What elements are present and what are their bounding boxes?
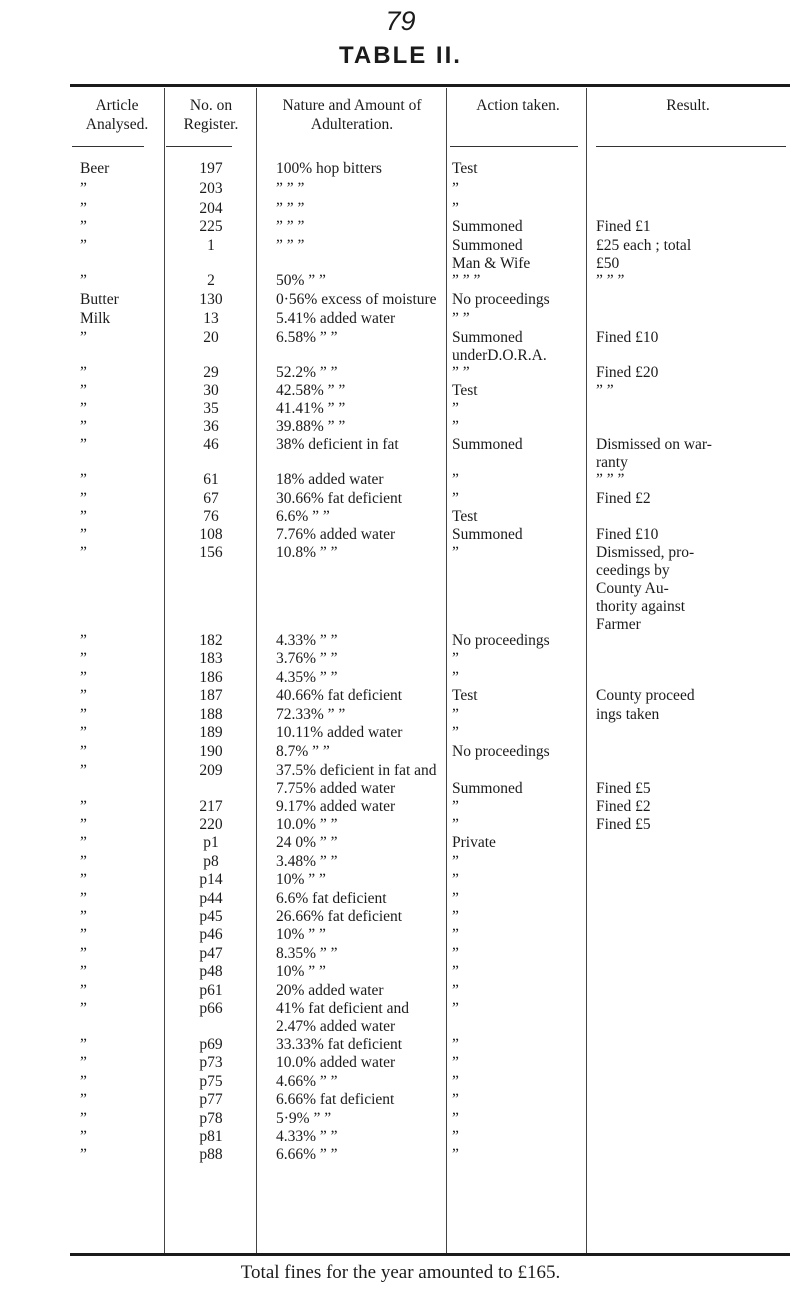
row-register: 46 bbox=[203, 436, 219, 453]
row-article: ” bbox=[80, 743, 87, 760]
total-fines: Total fines for the year amounted to £165. bbox=[240, 1262, 561, 1283]
row-action: ” bbox=[452, 908, 459, 925]
row-action: ” bbox=[452, 798, 459, 815]
row-article: ” bbox=[80, 963, 87, 980]
row-nature: 6.6% ” ” bbox=[276, 508, 330, 525]
row-action: ” bbox=[452, 471, 459, 488]
row-action: ” bbox=[452, 418, 459, 435]
row-register: 197 bbox=[199, 160, 223, 177]
row-article: ” bbox=[80, 180, 87, 197]
row-article: ” bbox=[80, 544, 87, 561]
row-nature: 8.35% ” ” bbox=[276, 945, 338, 962]
row-article: ” bbox=[80, 490, 87, 507]
row-nature: 40.66% fat deficient bbox=[276, 687, 403, 704]
row-action: ” ” bbox=[452, 310, 470, 327]
row-action: ” bbox=[452, 945, 459, 962]
row-article: ” bbox=[80, 687, 87, 704]
row-action: ” bbox=[452, 1128, 459, 1145]
row-article: ” bbox=[80, 926, 87, 943]
row-result: ” ” bbox=[596, 382, 614, 399]
row-article: ” bbox=[80, 329, 87, 346]
row-article: ” bbox=[80, 508, 87, 525]
row-nature: 10.8% ” ” bbox=[276, 544, 338, 561]
row-action: ” ” ” bbox=[452, 272, 481, 289]
row-action: ” bbox=[452, 890, 459, 907]
row-article: ” bbox=[80, 382, 87, 399]
row-article: ” bbox=[80, 237, 87, 254]
row-action: ” bbox=[452, 871, 459, 888]
row-article: ” bbox=[80, 853, 87, 870]
row-register: 29 bbox=[203, 364, 219, 381]
row-register: 108 bbox=[199, 526, 223, 543]
row-result: ” ” ” bbox=[596, 471, 625, 488]
row-nature: 10.0% ” ” bbox=[276, 816, 338, 833]
row-article: Beer bbox=[80, 160, 110, 177]
row-action: ” bbox=[452, 650, 459, 667]
row-action: ” bbox=[452, 669, 459, 686]
row-register: 225 bbox=[199, 218, 223, 235]
row-register: p48 bbox=[199, 963, 223, 980]
row-article: ” bbox=[80, 1146, 87, 1163]
row-nature: ” ” ” bbox=[276, 200, 305, 217]
row-nature: 20% added water bbox=[276, 982, 384, 999]
row-article: ” bbox=[80, 871, 87, 888]
row-nature: ” ” ” bbox=[276, 180, 305, 197]
row-register: 204 bbox=[199, 200, 223, 217]
row-nature: 37.5% deficient in fat and 7.75% added water bbox=[276, 762, 437, 797]
row-article: ” bbox=[80, 436, 87, 453]
row-action: ” ” bbox=[452, 364, 470, 381]
header-nature: Nature and Amount of Adulteration. bbox=[282, 97, 422, 133]
row-result: County proceed bbox=[596, 687, 695, 704]
row-nature: 6.58% ” ” bbox=[276, 329, 338, 346]
row-action: ” bbox=[452, 706, 459, 723]
header-action: Action taken. bbox=[476, 97, 560, 114]
row-register: 189 bbox=[199, 724, 223, 741]
row-action: ” bbox=[452, 926, 459, 943]
row-register: 186 bbox=[199, 669, 223, 686]
row-article: ” bbox=[80, 632, 87, 649]
row-register: p73 bbox=[199, 1054, 223, 1071]
row-article: ” bbox=[80, 1036, 87, 1053]
row-nature: 8.7% ” ” bbox=[276, 743, 330, 760]
row-action: No proceedings bbox=[452, 632, 550, 649]
row-action: Summoned bbox=[452, 780, 523, 797]
row-register: 20 bbox=[203, 329, 219, 346]
row-register: p45 bbox=[199, 908, 223, 925]
row-nature: 42.58% ” ” bbox=[276, 382, 346, 399]
row-register: 35 bbox=[203, 400, 219, 417]
row-action: ” bbox=[452, 853, 459, 870]
row-result: £25 each ; total £50 bbox=[596, 237, 692, 272]
row-register: 36 bbox=[203, 418, 219, 435]
row-article: ” bbox=[80, 908, 87, 925]
row-article: ” bbox=[80, 471, 87, 488]
row-article: ” bbox=[80, 650, 87, 667]
row-article: ” bbox=[80, 200, 87, 217]
row-register: p77 bbox=[199, 1091, 223, 1108]
row-article: ” bbox=[80, 1091, 87, 1108]
row-article: ” bbox=[80, 1073, 87, 1090]
row-register: 156 bbox=[199, 544, 223, 561]
row-register: 187 bbox=[199, 687, 223, 704]
row-article: ” bbox=[80, 1054, 87, 1071]
header-result: Result. bbox=[666, 97, 710, 114]
row-action: ” bbox=[452, 1110, 459, 1127]
row-action: ” bbox=[452, 963, 459, 980]
row-result: ings taken bbox=[596, 706, 660, 723]
header-article: Article Analysed. bbox=[85, 97, 149, 133]
row-article: ” bbox=[80, 669, 87, 686]
row-nature: 26.66% fat deficient bbox=[276, 908, 403, 925]
row-action: No proceedings bbox=[452, 743, 550, 760]
row-article: Butter bbox=[80, 291, 119, 308]
row-result: Dismissed, pro- ceedings by County Au- thority against Farmer bbox=[596, 544, 695, 633]
row-register: p88 bbox=[199, 1146, 223, 1163]
row-result: Fined £10 bbox=[596, 329, 659, 346]
row-register: 209 bbox=[199, 762, 223, 779]
row-nature: 18% added water bbox=[276, 471, 384, 488]
row-register: 13 bbox=[203, 310, 219, 327]
row-nature: 41.41% ” ” bbox=[276, 400, 346, 417]
row-action: ” bbox=[452, 200, 459, 217]
row-nature: 9.17% added water bbox=[276, 798, 396, 815]
row-action: ” bbox=[452, 1091, 459, 1108]
row-article: ” bbox=[80, 982, 87, 999]
row-action: Private bbox=[452, 834, 496, 851]
row-action: ” bbox=[452, 724, 459, 741]
row-article: ” bbox=[80, 762, 87, 779]
row-article: ” bbox=[80, 816, 87, 833]
header-register: No. on Register. bbox=[183, 97, 239, 133]
row-article: ” bbox=[80, 1128, 87, 1145]
table-title: TABLE II. bbox=[339, 42, 462, 69]
row-result: Fined £20 bbox=[596, 364, 659, 381]
row-nature: 6.66% fat deficient bbox=[276, 1091, 395, 1108]
row-nature: 24 0% ” ” bbox=[276, 834, 338, 851]
row-nature: 0·56% excess of moisture bbox=[276, 291, 437, 308]
row-register: 30 bbox=[203, 382, 219, 399]
row-nature: 72.33% ” ” bbox=[276, 706, 346, 723]
row-action: ” bbox=[452, 1146, 459, 1163]
row-article: ” bbox=[80, 706, 87, 723]
row-nature: 6.66% ” ” bbox=[276, 1146, 338, 1163]
row-register: 188 bbox=[199, 706, 223, 723]
row-result: Fined £2 bbox=[596, 798, 651, 815]
page-number: 79 bbox=[385, 6, 416, 36]
row-article: ” bbox=[80, 400, 87, 417]
row-action: ” bbox=[452, 490, 459, 507]
row-register: 76 bbox=[203, 508, 219, 525]
row-nature: 10% ” ” bbox=[276, 963, 326, 980]
row-register: p81 bbox=[199, 1128, 223, 1145]
row-register: p78 bbox=[199, 1110, 223, 1127]
row-register: 2 bbox=[207, 272, 215, 289]
row-article: ” bbox=[80, 890, 87, 907]
row-action: Summoned bbox=[452, 436, 523, 453]
row-nature: 100% hop bitters bbox=[276, 160, 382, 177]
row-register: p69 bbox=[199, 1036, 223, 1053]
row-nature: 10.0% added water bbox=[276, 1054, 396, 1071]
row-action: Summoned bbox=[452, 526, 523, 543]
row-register: 182 bbox=[199, 632, 223, 649]
row-nature: 10% ” ” bbox=[276, 871, 326, 888]
row-result: ” ” ” bbox=[596, 272, 625, 289]
row-register: p66 bbox=[199, 1000, 223, 1017]
row-action: Summoned Man & Wife bbox=[452, 237, 531, 272]
row-article: Milk bbox=[80, 310, 111, 327]
row-action: Test bbox=[452, 508, 478, 525]
row-result: Dismissed on war- ranty bbox=[596, 436, 712, 471]
row-register: 61 bbox=[203, 471, 219, 488]
row-result: Fined £5 bbox=[596, 780, 651, 797]
row-nature: 41% fat deficient and 2.47% added water bbox=[276, 1000, 409, 1035]
row-register: 1 bbox=[207, 237, 215, 254]
row-nature: 10% ” ” bbox=[276, 926, 326, 943]
row-nature: 5.41% added water bbox=[276, 310, 396, 327]
row-register: p75 bbox=[199, 1073, 223, 1090]
row-action: Test bbox=[452, 687, 478, 704]
row-action: ” bbox=[452, 982, 459, 999]
row-article: ” bbox=[80, 1110, 87, 1127]
row-article: ” bbox=[80, 272, 87, 289]
row-register: 220 bbox=[199, 816, 223, 833]
row-article: ” bbox=[80, 724, 87, 741]
row-nature: 3.76% ” ” bbox=[276, 650, 338, 667]
row-nature: 6.6% fat deficient bbox=[276, 890, 387, 907]
row-result: Fined £1 bbox=[596, 218, 651, 235]
row-register: 67 bbox=[203, 490, 219, 507]
row-nature: 50% ” ” bbox=[276, 272, 326, 289]
row-result: Fined £5 bbox=[596, 816, 651, 833]
row-nature: 4.33% ” ” bbox=[276, 1128, 338, 1145]
row-action: ” bbox=[452, 1036, 459, 1053]
row-register: 203 bbox=[199, 180, 223, 197]
row-result: Fined £10 bbox=[596, 526, 659, 543]
row-register: p44 bbox=[199, 890, 223, 907]
row-action: ” bbox=[452, 544, 459, 561]
row-action: Test bbox=[452, 160, 478, 177]
row-nature: 7.76% added water bbox=[276, 526, 396, 543]
row-article: ” bbox=[80, 418, 87, 435]
row-register: p14 bbox=[199, 871, 223, 888]
row-nature: 4.35% ” ” bbox=[276, 669, 338, 686]
row-action: Summoned underD.O.R.A. bbox=[452, 329, 547, 364]
row-action: ” bbox=[452, 1000, 459, 1017]
row-nature: 10.11% added water bbox=[276, 724, 403, 741]
row-action: ” bbox=[452, 180, 459, 197]
row-register: 183 bbox=[199, 650, 223, 667]
row-article: ” bbox=[80, 218, 87, 235]
row-article: ” bbox=[80, 364, 87, 381]
row-nature: 33.33% fat deficient bbox=[276, 1036, 403, 1053]
row-nature: 4.66% ” ” bbox=[276, 1073, 338, 1090]
row-nature: 5·9% ” ” bbox=[276, 1110, 332, 1127]
row-nature: 39.88% ” ” bbox=[276, 418, 346, 435]
row-nature: 30.66% fat deficient bbox=[276, 490, 403, 507]
row-register: 217 bbox=[199, 798, 223, 815]
row-article: ” bbox=[80, 834, 87, 851]
row-register: 130 bbox=[199, 291, 223, 308]
row-article: ” bbox=[80, 798, 87, 815]
row-nature: ” ” ” bbox=[276, 218, 305, 235]
row-result: Fined £2 bbox=[596, 490, 651, 507]
row-action: Summoned bbox=[452, 218, 523, 235]
row-action: No proceedings bbox=[452, 291, 550, 308]
row-register: p61 bbox=[199, 982, 223, 999]
row-nature: 3.48% ” ” bbox=[276, 853, 338, 870]
row-action: ” bbox=[452, 1073, 459, 1090]
row-register: p47 bbox=[199, 945, 223, 962]
row-register: 190 bbox=[199, 743, 223, 760]
row-action: ” bbox=[452, 400, 459, 417]
row-article: ” bbox=[80, 526, 87, 543]
table-bottom-rule bbox=[70, 1253, 790, 1256]
row-nature: 4.33% ” ” bbox=[276, 632, 338, 649]
row-action: Test bbox=[452, 382, 478, 399]
row-action: ” bbox=[452, 1054, 459, 1071]
row-nature: ” ” ” bbox=[276, 237, 305, 254]
row-nature: 52.2% ” ” bbox=[276, 364, 338, 381]
row-article: ” bbox=[80, 945, 87, 962]
row-action: ” bbox=[452, 816, 459, 833]
row-register: p8 bbox=[203, 853, 219, 870]
row-nature: 38% deficient in fat bbox=[276, 436, 399, 453]
row-register: p46 bbox=[199, 926, 223, 943]
row-article: ” bbox=[80, 1000, 87, 1017]
row-register: p1 bbox=[203, 834, 219, 851]
